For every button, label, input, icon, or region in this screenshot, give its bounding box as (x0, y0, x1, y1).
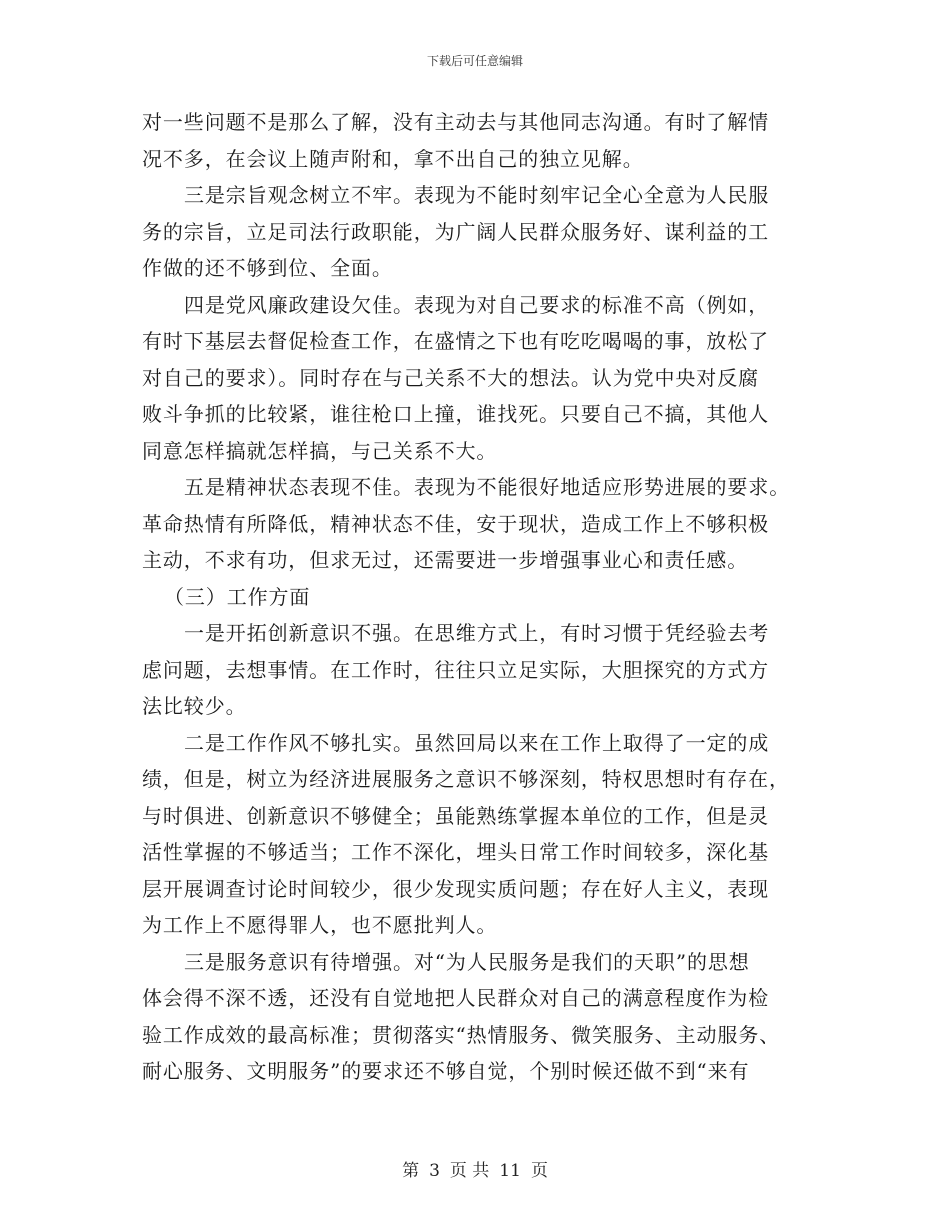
text-line: 对自己的要求）。同时存在与己关系不大的想法。认为党中央对反腐 (142, 365, 759, 390)
total-pages: 11 (499, 1161, 521, 1181)
paragraph-start: 三是服务意识有待增强。对“为人民服务是我们的天职”的思想 (184, 949, 750, 974)
paragraph-start: 一是开拓创新意识不强。在思维方式上，有时习惯于凭经验去考 (184, 621, 770, 645)
text-line: 对一些问题不是那么了解，没有主动去与其他同志沟通。有时了解情 (142, 110, 769, 134)
text-line: 革命热情有所降低，精神状态不佳，安于现状，造成工作上不够积极 (142, 511, 769, 536)
text-line: 为工作上不愿得罪人，也不愿批判人。 (142, 913, 498, 937)
text-line: 况不多，在会议上随声附和，拿不出自己的独立见解。 (142, 146, 644, 171)
text-line: 层开展调查讨论时间较少，很少发现实质问题；存在好人主义，表现 (142, 876, 769, 901)
text-line: 活性掌握的不够适当；工作不深化，埋头日常工作时间较多，深化基 (142, 840, 769, 864)
text-line: 法比较少。 (142, 694, 247, 718)
section-heading: （三）工作方面 (164, 584, 311, 609)
text-line: 绩，但是，树立为经济进展服务之意识不够深刻，特权思想时有存在， (142, 767, 790, 791)
paragraph-start: 二是工作作风不够扎实。虽然回局以来在工作上取得了一定的成 (184, 730, 770, 755)
paragraph-start: 三是宗旨观念树立不牢。表现为不能时刻牢记全心全意为人民服 (184, 183, 770, 207)
document-body (142, 104, 810, 1090)
text-line: 与时俱进、创新意识不够健全；虽能熟练掌握本单位的工作，但是灵 (142, 803, 769, 828)
page-header: 下载后可任意编辑 (426, 54, 523, 68)
footer-suffix: 页 (530, 1161, 548, 1181)
footer-middle: 页 共 (449, 1161, 490, 1181)
page-footer (0, 1156, 950, 1181)
paragraph-start: 五是精神状态表现不佳。表现为不能很好地适应形势进展的要求。 (184, 475, 791, 499)
footer-prefix: 第 (402, 1161, 420, 1181)
text-line: 败斗争抓的比较紧，谁往枪口上撞，谁找死。只要自己不搞，其他人 (142, 402, 769, 426)
text-line: 虑问题，去想事情。在工作时，往往只立足实际，大胆探究的方式方 (142, 657, 769, 682)
text-line: 体会得不深不透，还没有自觉地把人民群众对自己的满意程度作为检 (142, 986, 769, 1010)
text-line: 有时下基层去督促检查工作，在盛情之下也有吃吃喝喝的事，放松了 (142, 329, 769, 353)
text-line: 同意怎样搞就怎样搞，与己关系不大。 (142, 438, 498, 463)
text-line: 验工作成效的最高标准；贯彻落实“热情服务、微笑服务、主动服务、 (142, 1022, 781, 1047)
text-line: 主动，不求有功，但求无过，还需要进一步增强事业心和责任感。 (142, 548, 749, 572)
text-line: 务的宗旨，立足司法行政职能，为广阔人民群众服务好、谋利益的工 (142, 219, 769, 244)
page-number: 3 (429, 1161, 440, 1181)
paragraph-start: 四是党风廉政建设欠佳。表现为对自己要求的标准不高（例如， (184, 292, 770, 317)
text-line: 耐心服务、文明服务”的要求还不够自觉，个别时候还做不到“来有 (142, 1059, 750, 1083)
text-line: 作做的还不够到位、全面。 (142, 256, 393, 280)
